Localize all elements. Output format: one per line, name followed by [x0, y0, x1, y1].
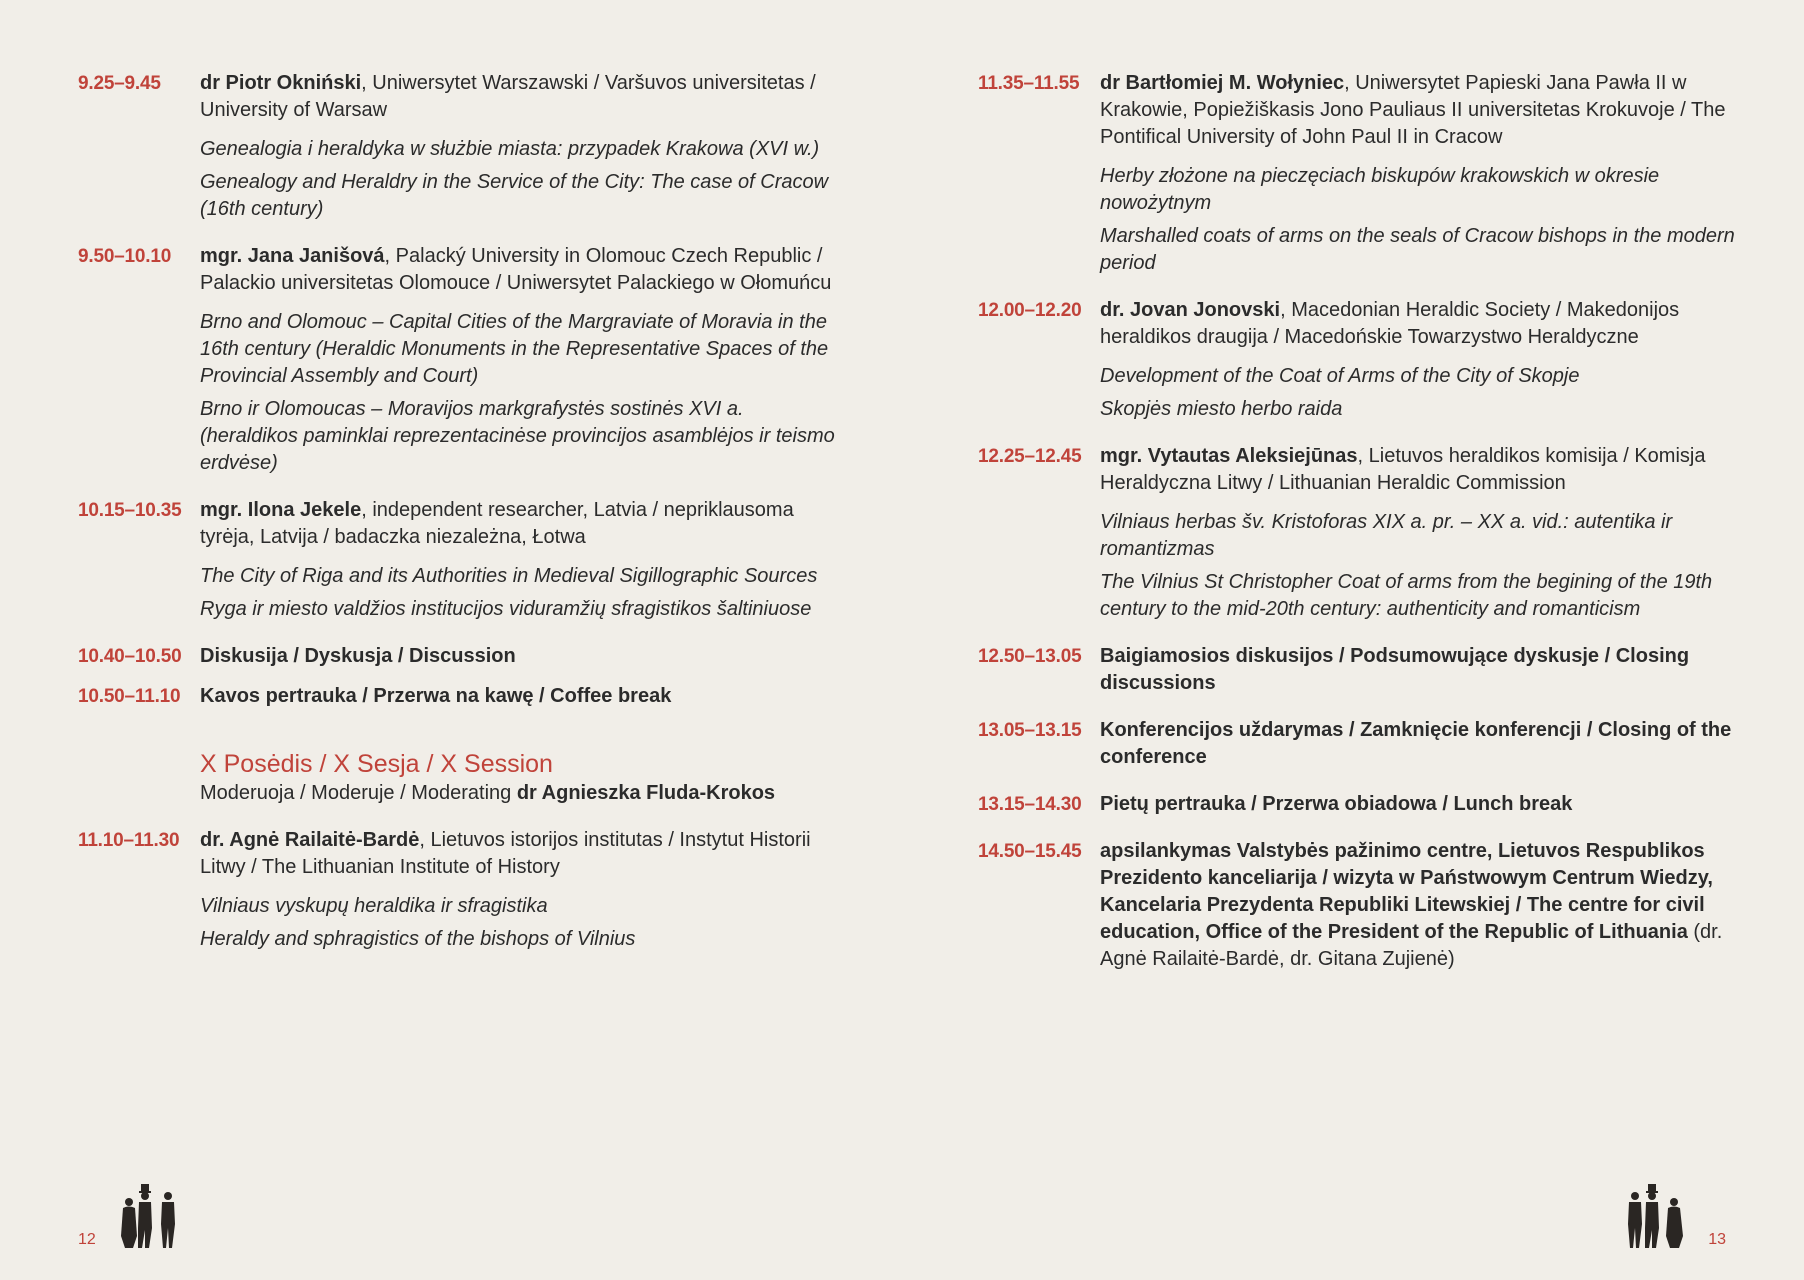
talk-title-translation: Brno ir Olomoucas – Moravijos markgrafystės sostinės XVI a. (heraldikos paminklai reprezentacinėse provincijos asamblėjos ir teismo erdvėse)	[200, 398, 835, 474]
right-page	[902, 0, 1804, 1280]
speaker-affiliation: , Macedonian Heraldic Society / Makedonijos heraldikos draugija / Macedońskie Towarzystwo Heraldyczne	[1100, 299, 1680, 348]
left-footer	[78, 1180, 184, 1250]
page-number: 12	[78, 1231, 96, 1248]
speaker-name: mgr. Vytautas Aleksiejūnas	[1100, 445, 1358, 467]
time-slot: 14.50–15.45	[978, 841, 1082, 862]
coffee-break-entry	[78, 683, 838, 710]
page-number: 13	[1708, 1231, 1726, 1248]
visit-label: apsilankymas Valstybės pažinimo centre, Lietuvos Respublikos Prezidento kanceliarija / wizyta w Państwowym Centrum Wiedzy, Kancelaria Prezydenta Republiki Litewskiej / The centre for civil education, Office of the President of the Republic of Lithuania	[1100, 840, 1713, 943]
talk-title-translation: Genealogy and Heraldry in the Service of the City: The case of Cracow (16th century)	[200, 171, 829, 220]
talk-title: The City of Riga and its Authorities in Medieval Sigillographic Sources	[200, 565, 818, 587]
closing-conference-label: Konferencijos uždarymas / Zamknięcie konferencji / Closing of the conference	[1100, 719, 1732, 768]
lunch-break-label: Pietų pertrauka / Przerwa obiadowa / Lunch break	[1100, 793, 1573, 815]
time-slot: 12.00–12.20	[978, 300, 1082, 321]
talk-title-translation: Ryga ir miesto valdžios institucijos viduramžių sfragistikos šaltiniuose	[200, 598, 812, 620]
closing-discussions-entry	[978, 643, 1738, 697]
time-slot: 9.50–10.10	[78, 246, 172, 267]
talk-title-translation: Marshalled coats of arms on the seals of Cracow bishops in the modern period	[1100, 225, 1735, 274]
right-program-column	[978, 70, 1738, 973]
visit-entry	[978, 838, 1738, 973]
time-slot: 11.10–11.30	[78, 830, 180, 851]
talk-title: Vilniaus vyskupų heraldika ir sfragistika	[200, 895, 548, 917]
session-title: X Posėdis / X Sesja / X Session	[200, 750, 553, 778]
program-entry	[78, 827, 838, 953]
session-header	[78, 748, 838, 807]
time-slot: 11.35–11.55	[978, 73, 1080, 94]
program-entry	[978, 443, 1738, 623]
moderating-label: Moderuoja / Moderuje / Moderating	[200, 782, 517, 804]
speaker-name: dr Piotr Okniński	[200, 72, 362, 94]
speaker-name: dr. Jovan Jonovski	[1100, 299, 1281, 321]
program-entry	[978, 70, 1738, 277]
talk-title: Brno and Olomouc – Capital Cities of the Margraviate of Moravia in the 16th century (Heraldic Monuments in the Representative Spaces of the Provincial Assembly and Court)	[200, 311, 829, 387]
time-slot: 10.40–10.50	[78, 646, 182, 667]
program-entry	[78, 243, 838, 477]
time-slot: 10.15–10.35	[78, 500, 182, 521]
right-footer	[1620, 1180, 1726, 1250]
program-entry	[78, 497, 838, 623]
left-program-column	[78, 70, 838, 953]
time-slot: 13.05–13.15	[978, 720, 1082, 741]
talk-title-translation: The Vilnius St Christopher Coat of arms from the begining of the 19th century to the mid-20th century: authenticity and romanticism	[1100, 571, 1713, 620]
time-slot: 12.50–13.05	[978, 646, 1082, 667]
coffee-break-label: Kavos pertrauka / Przerwa na kawę / Coffee break	[200, 685, 672, 707]
closing-discussions-label: Baigiamosios diskusijos / Podsumowujące dyskusje / Closing discussions	[1100, 645, 1690, 694]
speaker-name: dr Bartłomiej M. Wołyniec	[1100, 72, 1345, 94]
speaker-name: Jana Janišová	[247, 245, 385, 267]
discussion-entry	[78, 643, 838, 670]
time-slot: 13.15–14.30	[978, 794, 1082, 815]
speaker-affiliation: , Uniwersytet Papieski Jana Pawła II w Krakowie, Popiežiškasis Jono Pauliaus II universitetas Krokuvoje / The Pontifical University of John Paul II in Cracow	[1100, 72, 1726, 148]
moderator-name: dr Agnieszka Fluda-Krokos	[516, 782, 776, 804]
moderating-line	[200, 780, 838, 807]
speaker-title-prefix: mgr.	[200, 245, 248, 267]
speaker-affiliation: , Uniwersytet Warszawski / Varšuvos universitetas / University of Warsaw	[200, 72, 816, 121]
speaker-name: dr. Agnė Railaitė-Bardė	[200, 829, 420, 851]
talk-title-translation: Heraldy and sphragistics of the bishops of Vilnius	[200, 928, 636, 950]
speaker-name: mgr. Ilona Jekele	[200, 499, 362, 521]
time-slot: 12.25–12.45	[978, 446, 1082, 467]
lunch-break-entry	[978, 791, 1738, 818]
program-entry	[78, 70, 838, 223]
speaker-affiliation: , independent researcher, Latvia / nepriklausoma tyrėja, Latvija / badaczka niezależna, Łotwa	[200, 499, 794, 548]
talk-title: Herby złożone na pieczęciach biskupów krakowskich w okresie nowożytnym	[1100, 165, 1660, 214]
time-slot: 9.25–9.45	[78, 73, 161, 94]
historical-figures-icon	[1620, 1180, 1690, 1250]
discussion-label: Diskusija / Dyskusja / Discussion	[200, 645, 516, 667]
program-entry	[978, 297, 1738, 423]
time-slot: 10.50–11.10	[78, 686, 181, 707]
talk-title-translation: Skopjės miesto herbo raida	[1100, 398, 1343, 420]
speaker-affiliation: , Palacký University in Olomouc Czech Republic / Palackio universitetas Olomouce / Uniwersytet Palackiego w Ołomuńcu	[200, 245, 832, 294]
talk-title: Genealogia i heraldyka w służbie miasta: przypadek Krakowa (XVI w.)	[200, 138, 820, 160]
speaker-affiliation: , Lietuvos istorijos institutas / Instytut Historii Litwy / The Lithuanian Institute of History	[200, 829, 811, 878]
talk-title: Vilniaus herbas šv. Kristoforas XIX a. pr. – XX a. vid.: autentika ir romantizmas	[1100, 511, 1673, 560]
historical-figures-icon	[114, 1180, 184, 1250]
speaker-affiliation: , Lietuvos heraldikos komisija / Komisja Heraldyczna Litwy / Lithuanian Heraldic Commission	[1100, 445, 1706, 494]
visit-hosts: (dr. Agnė Railaitė-Bardė, dr. Gitana Zujienė)	[1100, 921, 1723, 970]
closing-conference-entry	[978, 717, 1738, 771]
talk-title: Development of the Coat of Arms of the City of Skopje	[1100, 365, 1580, 387]
